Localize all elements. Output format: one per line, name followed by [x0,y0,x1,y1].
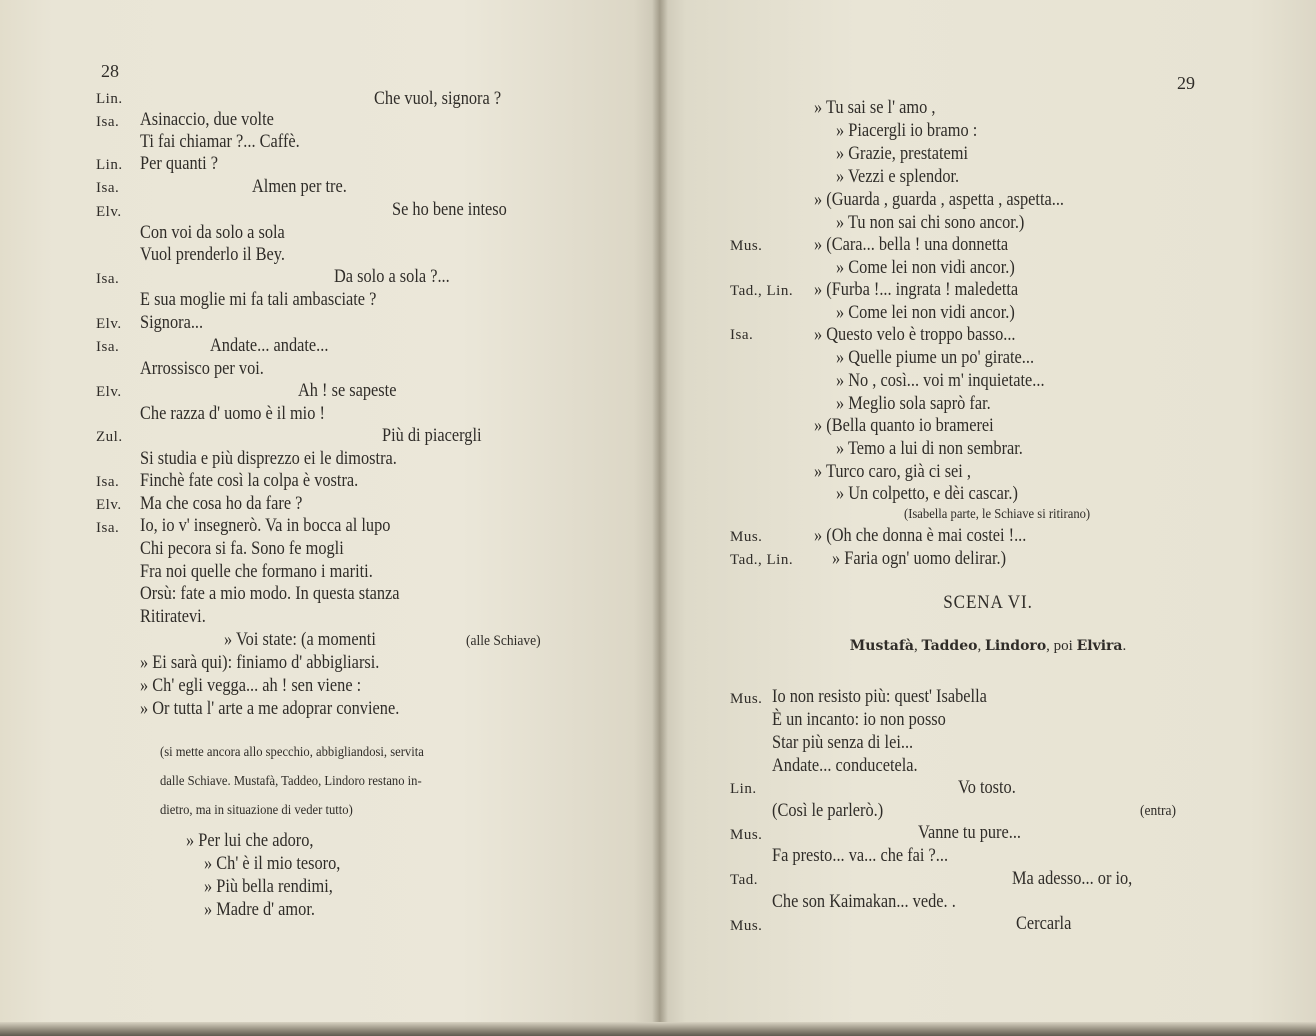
stage-aside: (alle Schiave) [466,633,541,649]
speaker-label: Tad., Lin. [730,552,794,568]
stage-direction: (Isabella parte, le Schiave si ritirano) [904,507,1091,522]
verse-line: Si studia e più disprezzo ei le dimostra. [140,448,397,469]
verse-line: Più di piacergli [382,425,482,446]
character-name: Elvira [1076,638,1123,654]
verse-line: Ritiratevi. [140,606,206,627]
speaker-label: Mus. [730,918,763,934]
speaker-label: Isa. [96,520,120,536]
separator: , [977,638,982,654]
character-name: Taddeo [921,638,978,654]
separator: , [913,638,918,654]
verse-line: Da solo a sola ?... [334,266,450,287]
verse-line: Ma che cosa ho da fare ? [140,493,303,514]
verse-line: Con voi da solo a sola [140,222,285,243]
verse-line: Io, io v' insegnerò. Va in bocca al lupo [140,515,391,536]
speaker-label: Isa. [730,327,754,343]
verse-line: Fra noi quelle che formano i mariti. [140,561,373,582]
verse-line: » Ch' è il mio tesoro, [204,853,341,874]
verse-line: Andate... andate... [210,335,329,356]
verse-line: Per quanti ? [140,153,219,174]
verse-line: Che razza d' uomo è il mio ! [140,403,325,424]
verse-line: Che son Kaimakan... vede. . [772,891,956,912]
verse-line: Ti fai chiamar ?... Caffè. [140,131,300,152]
verse-line: » (Oh che donna è mai costei !... [814,525,1027,546]
verse-line: » Come lei non vidi ancor.) [836,302,1015,323]
stage-direction: dietro, ma in situazione di veder tutto) [160,803,353,818]
verse-line: » Per lui che adoro, [186,830,314,851]
stage-direction: dalle Schiave. Mustafà, Taddeo, Lindoro restano in- [160,774,422,789]
verse-line: Asinaccio, due volte [140,109,274,130]
verse-line: (Così le parlerò.) [772,800,884,821]
character-name: Lindoro [984,638,1047,654]
speaker-label: Lin. [96,91,123,107]
verse-line: » Temo a lui di non sembrar. [836,438,1023,459]
speaker-label: Isa. [96,114,120,130]
verse-line: » No , così... voi m' inquietate... [836,370,1045,391]
verse-line: Arrossisco per voi. [140,358,264,379]
character-list [660,635,1316,657]
verse-line: » Quelle piume un po' girate... [836,347,1035,368]
verse-line: » Vezzi e splendor. [836,166,960,187]
verse-line: » Voi state: (a momenti [224,629,376,650]
verse-line: Fa presto... va... che fai ?... [772,845,949,866]
verse-line: » (Cara... bella ! una donnetta [814,234,1009,255]
speaker-label: Lin. [730,781,757,797]
scene-title: SCENA VI. [943,592,1033,613]
verse-line: » Tu sai se l' amo , [814,97,936,118]
verse-line: » Faria ogn' uomo delirar.) [832,548,1007,569]
right-page [660,0,1316,1036]
verse-line: » Questo velo è troppo basso... [814,324,1016,345]
verse-line: » Tu non sai chi sono ancor.) [836,212,1025,233]
speaker-label: Mus. [730,238,763,254]
verse-line: » Or tutta l' arte a me adoprar conviene. [140,698,400,719]
verse-line: Star più senza di lei... [772,732,914,753]
speaker-label: Isa. [96,271,120,287]
connector-word: poi [1053,638,1073,654]
speaker-label: Elv. [96,316,122,332]
character-name: Mustafà [849,638,914,654]
separator: , [1046,638,1050,654]
speaker-label: Isa. [96,474,120,490]
verse-line: » Ch' egli vegga... ah ! sen viene : [140,675,362,696]
speaker-label: Mus. [730,827,763,843]
verse-line: Chi pecora si fa. Sono fe mogli [140,538,344,559]
verse-line: Io non resisto più: quest' Isabella [772,686,987,707]
verse-line: » Ei sarà qui): finiamo d' abbigliarsi. [140,652,380,673]
verse-line: » Più bella rendimi, [204,876,333,897]
verse-line: Vanne tu pure... [918,822,1022,843]
verse-line: Vo tosto. [958,777,1016,798]
book-gutter [652,0,668,1036]
verse-line: Ma adesso... or io, [1012,868,1133,889]
verse-line: » Madre d' amor. [204,899,315,920]
verse-line: » Meglio sola saprò far. [836,393,991,414]
verse-line: Che vuol, signora ? [374,88,502,109]
verse-line: Signora... [140,312,204,333]
page-number-left: 28 [101,61,119,81]
verse-line: Finchè fate così la colpa è vostra. [140,470,359,491]
verse-line: Vuol prenderlo il Bey. [140,244,285,265]
verse-line: Se ho bene inteso [392,199,507,220]
separator: . [1122,638,1127,654]
verse-line: Andate... conducetela. [772,755,918,776]
verse-line: E sua moglie mi fa tali ambasciate ? [140,289,377,310]
speaker-label: Elv. [96,204,122,220]
verse-line: » Come lei non vidi ancor.) [836,257,1015,278]
verse-line: » Turco caro, già ci sei , [814,461,972,482]
speaker-label: Lin. [96,157,123,173]
verse-line: » (Guarda , guarda , aspetta , aspetta... [814,189,1064,210]
verse-line: Cercarla [1016,913,1072,934]
speaker-label: Isa. [96,339,120,355]
verse-line: Ah ! se sapeste [298,380,397,401]
speaker-label: Elv. [96,497,122,513]
speaker-label: Tad., Lin. [730,283,794,299]
verse-line: » Grazie, prestatemi [836,143,969,164]
page-edge [0,1022,1316,1036]
verse-line: Almen per tre. [252,176,347,197]
verse-line: È un incanto: io non posso [772,709,946,730]
speaker-label: Isa. [96,180,120,196]
speaker-label: Elv. [96,384,122,400]
verse-line: » Un colpetto, e dèi cascar.) [836,483,1018,504]
verse-line: » (Furba !... ingrata ! maledetta [814,279,1019,300]
speaker-label: Mus. [730,529,763,545]
speaker-label: Zul. [96,429,123,445]
stage-direction: (si mette ancora allo specchio, abbigliandosi, servita [160,745,424,760]
page-number-right: 29 [1177,73,1195,93]
verse-line: » Piacergli io bramo : [836,120,978,141]
speaker-label: Mus. [730,691,763,707]
verse-line: » (Bella quanto io bramerei [814,415,994,436]
stage-aside: (entra) [1140,803,1176,819]
speaker-label: Tad. [730,872,759,888]
verse-line: Orsù: fate a mio modo. In questa stanza [140,583,400,604]
